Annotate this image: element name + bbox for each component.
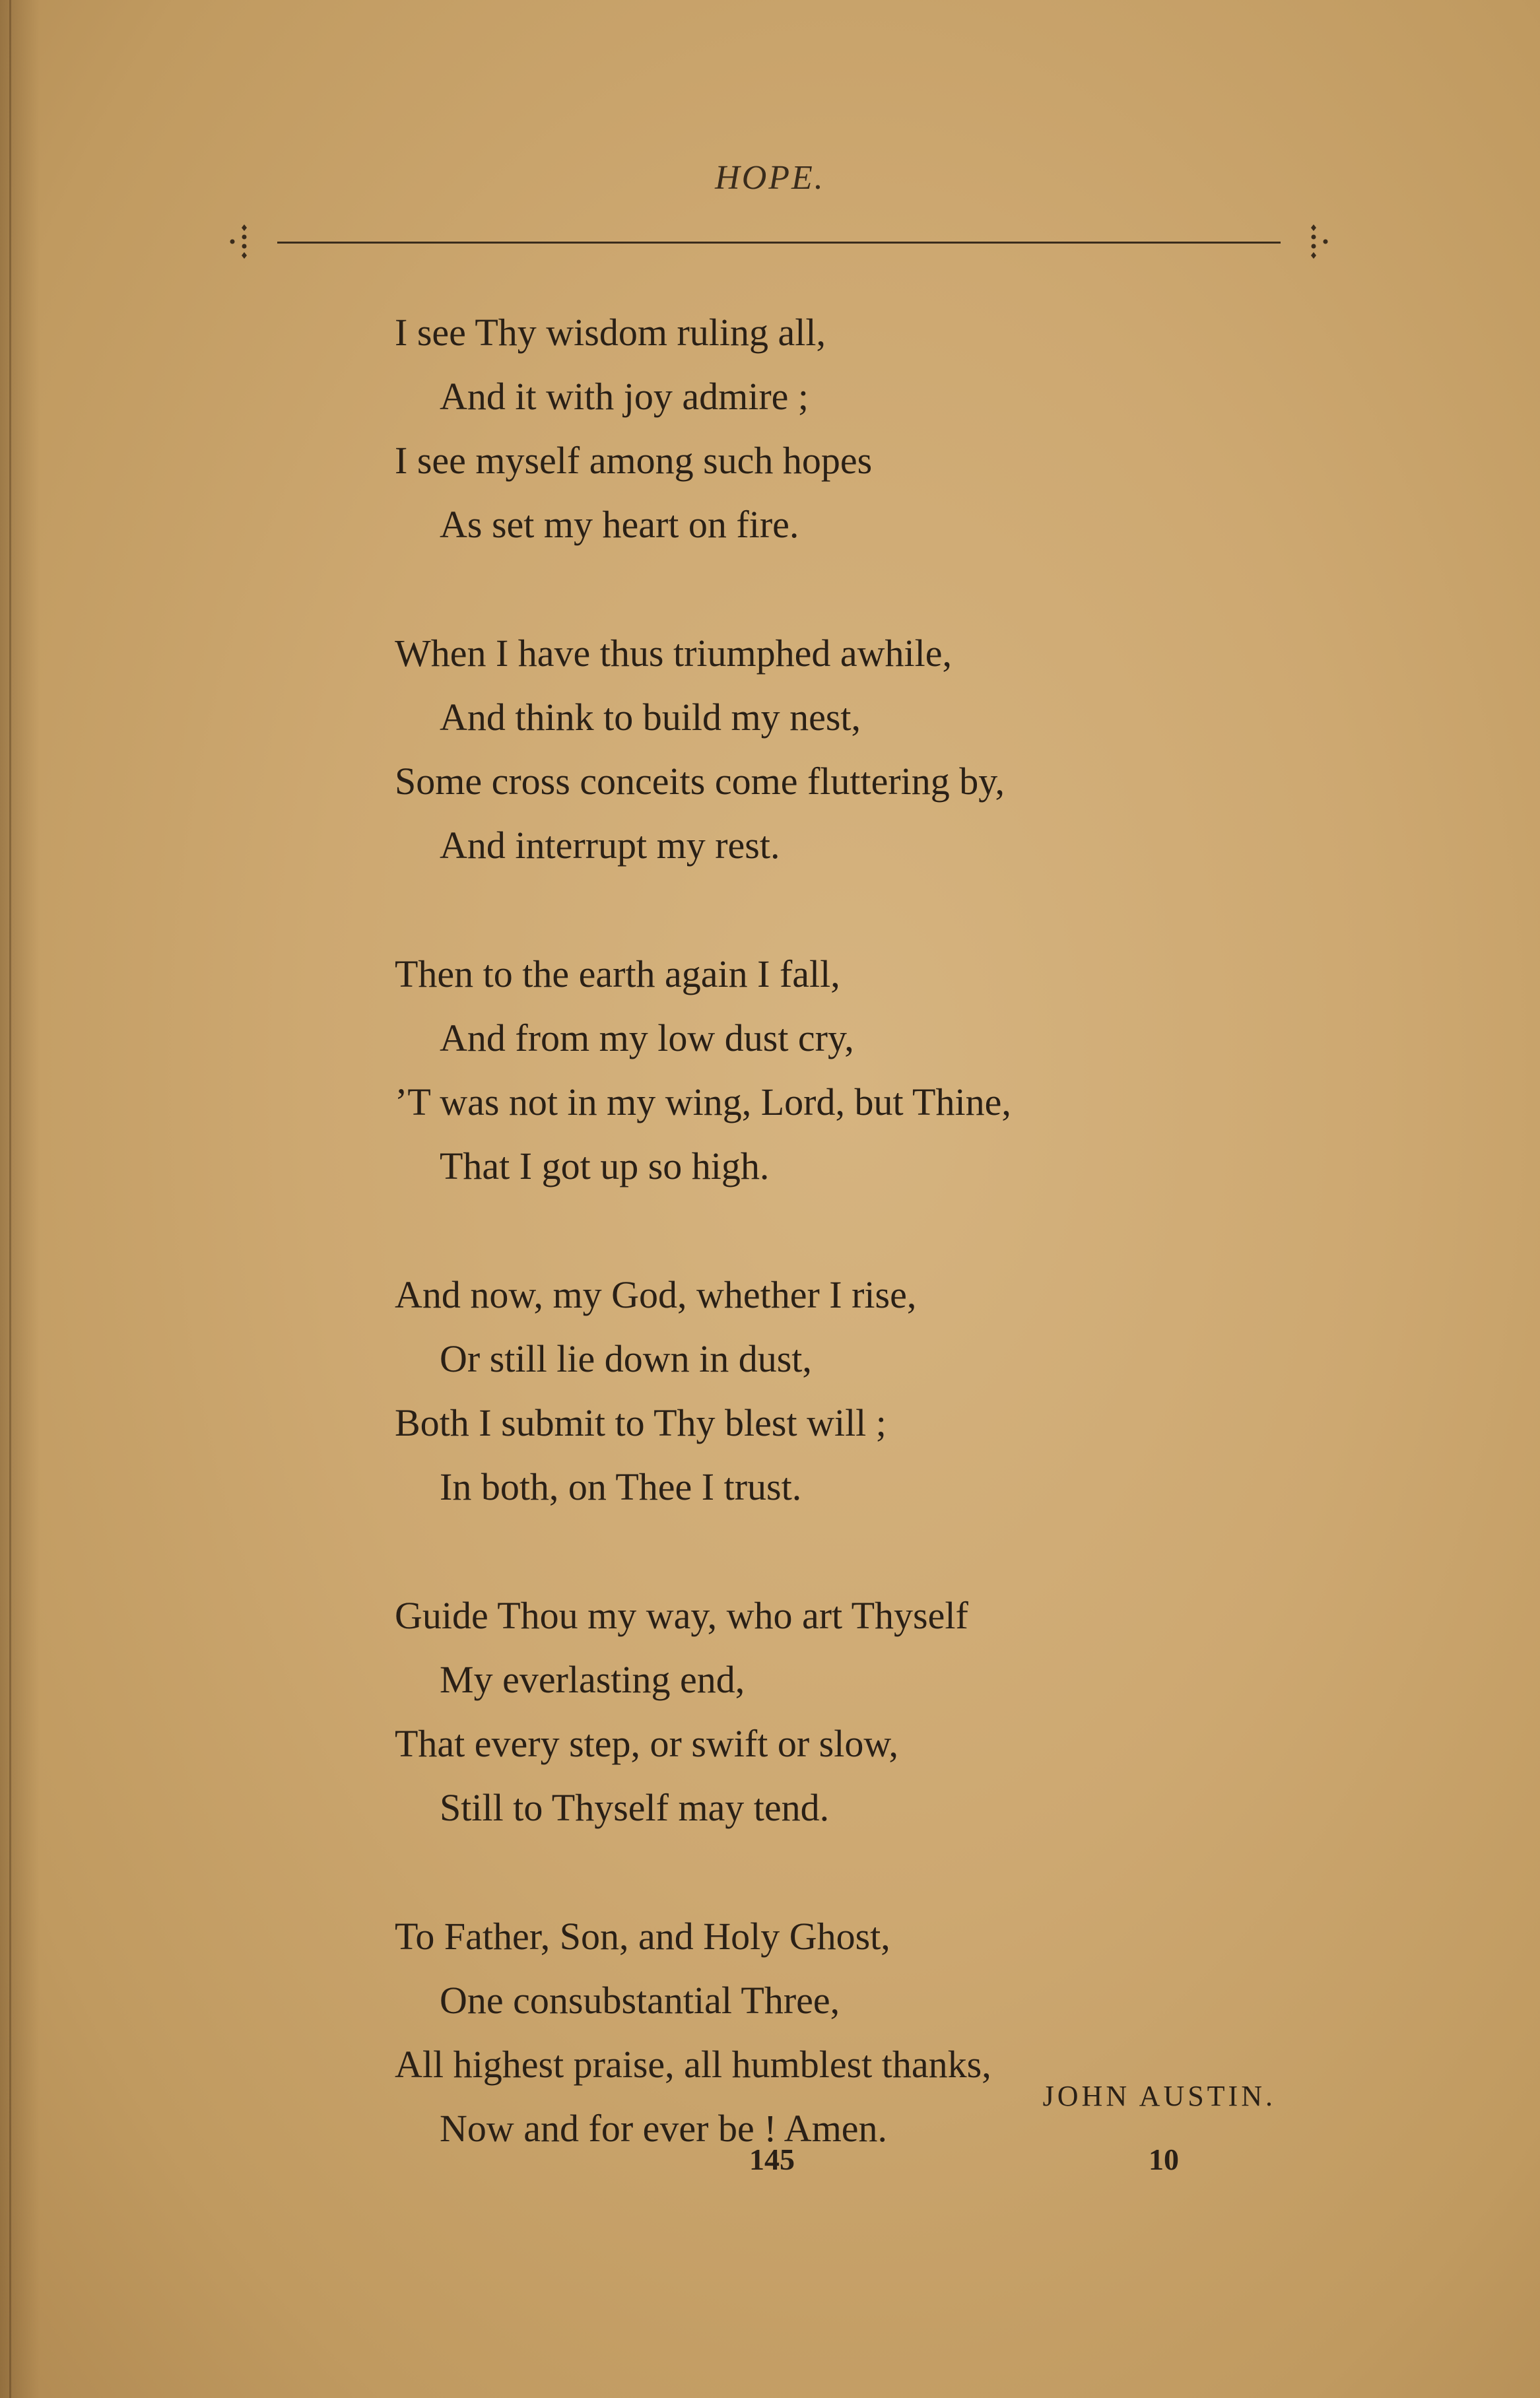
verse-line: I see myself among such hopes <box>395 439 873 482</box>
verse-line: Or still lie down in dust, <box>440 1337 812 1380</box>
poem-body <box>395 300 1385 2225</box>
verse-line: One consubstantial Three, <box>440 1979 840 2022</box>
verse-line: As set my heart on fire. <box>440 503 799 546</box>
verse-line: When I have thus triumphed awhile, <box>395 632 952 675</box>
verse-line: All highest praise, all humblest thanks, <box>395 2043 991 2086</box>
verse-line: Some cross conceits come fluttering by, <box>395 760 1005 803</box>
verse-line: Guide Thou my way, who art Thyself <box>395 1594 968 1637</box>
verse-line: And now, my God, whether I rise, <box>395 1273 917 1316</box>
ornament-left-icon <box>224 218 264 264</box>
stanza <box>395 1263 1385 1519</box>
author-attribution: JOHN AUSTIN. <box>1042 2080 1276 2112</box>
stanza <box>395 1904 1385 2160</box>
ornament-right-icon <box>1294 218 1333 264</box>
stanza <box>395 942 1385 1198</box>
signature-mark: 10 <box>1149 2143 1179 2176</box>
verse-line: And interrupt my rest. <box>440 824 780 867</box>
header-rule <box>224 218 1333 264</box>
page-spine-shadow <box>0 0 40 2398</box>
stanza <box>395 1583 1385 1840</box>
stanza <box>395 300 1385 556</box>
stanza <box>395 621 1385 877</box>
verse-line: Now and for ever be ! Amen. <box>440 2107 888 2150</box>
verse-line: Then to the earth again I fall, <box>395 952 840 995</box>
verse-line: And from my low dust cry, <box>440 1016 854 1059</box>
verse-line: Still to Thyself may tend. <box>440 1786 830 1829</box>
verse-line: Both I submit to Thy blest will ; <box>395 1401 887 1444</box>
verse-line: That every step, or swift or slow, <box>395 1722 898 1765</box>
header-rule-line <box>277 242 1281 244</box>
verse-line: My everlasting end, <box>440 1658 745 1701</box>
running-head: HOPE. <box>715 159 825 197</box>
verse-line: In both, on Thee I trust. <box>440 1465 802 1508</box>
verse-line: And think to build my nest, <box>440 696 861 739</box>
page-edge <box>9 0 11 2398</box>
verse-line: And it with joy admire ; <box>440 375 809 418</box>
verse-line: I see Thy wisdom ruling all, <box>395 311 826 354</box>
verse-line: ’T was not in my wing, Lord, but Thine, <box>395 1081 1011 1123</box>
verse-line: To Father, Son, and Holy Ghost, <box>395 1915 890 1958</box>
page-number: 145 <box>749 2143 795 2176</box>
verse-line: That I got up so high. <box>440 1145 770 1187</box>
